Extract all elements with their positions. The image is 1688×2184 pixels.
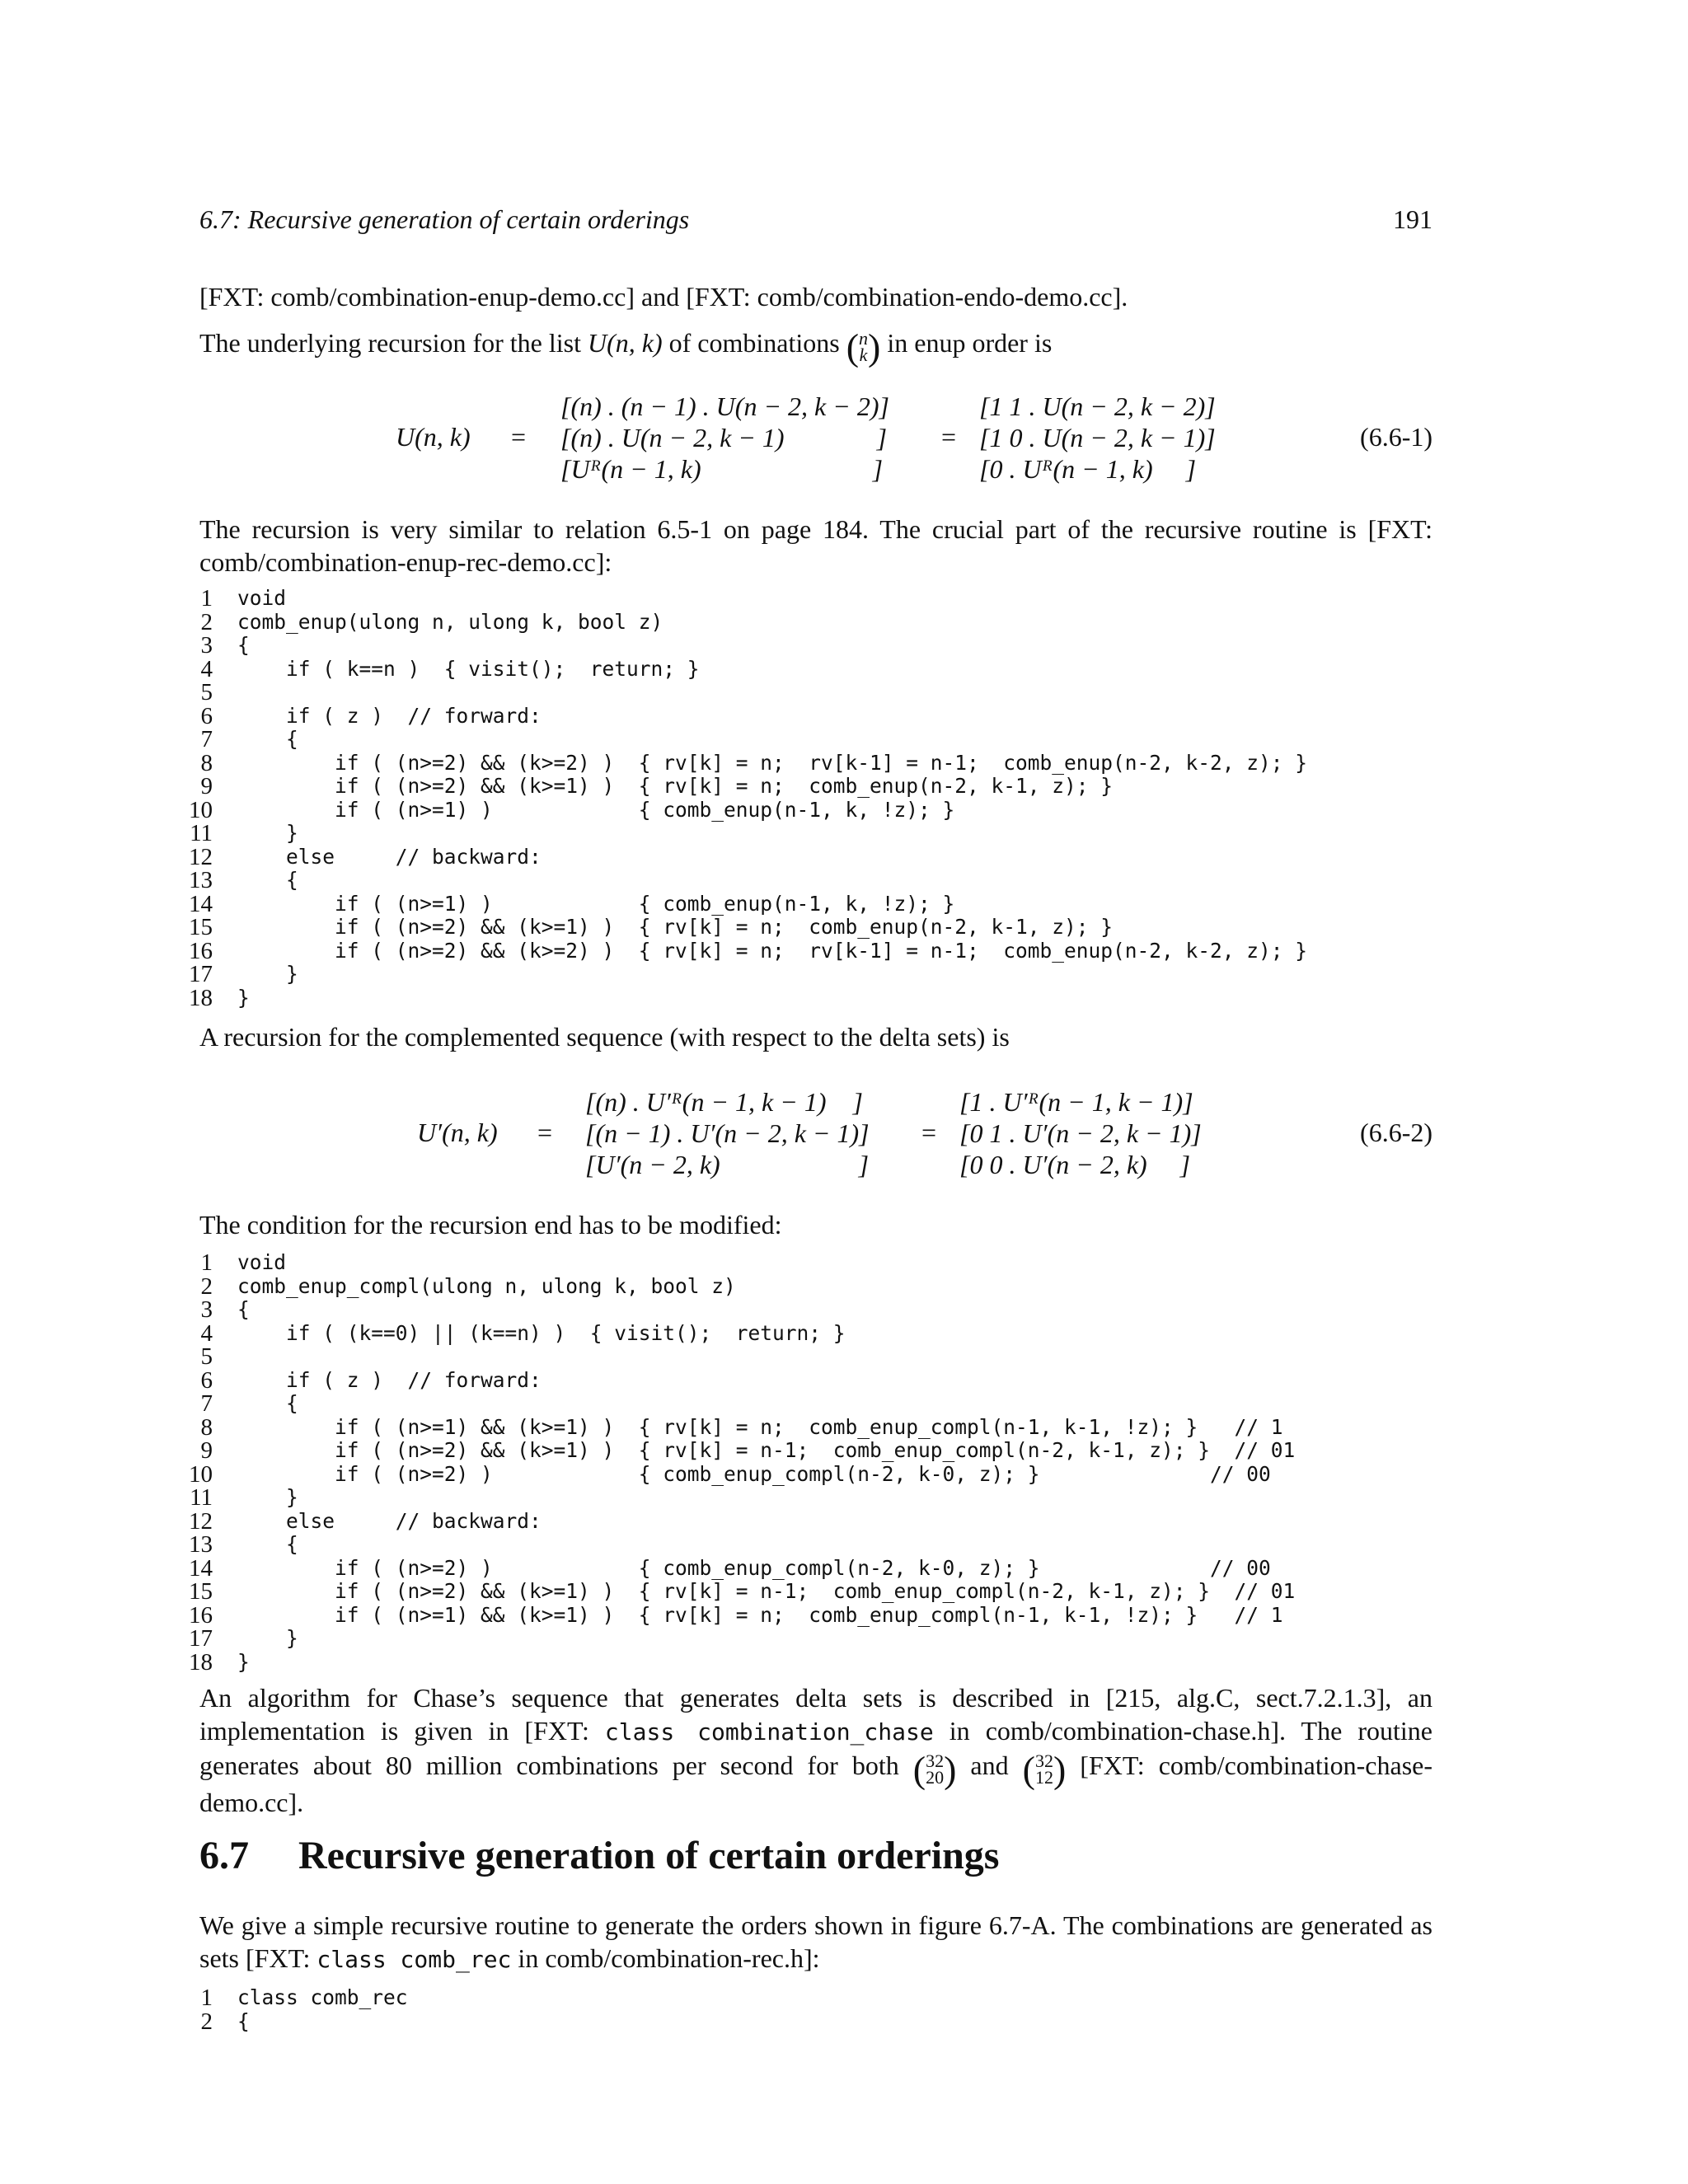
- paragraph-complemented: [199, 1020, 1432, 1053]
- eq2-number: (6.6-2): [1360, 1118, 1432, 1147]
- code-text: {: [237, 633, 250, 657]
- code-text: {: [237, 1532, 298, 1556]
- code-text: if ( k==n ) { visit(); return; }: [237, 656, 700, 681]
- code-text: {: [237, 2008, 250, 2033]
- line-number: 15: [189, 914, 213, 940]
- eq2-right-row: [0 0 . U′(n − 2, k) ]: [959, 1150, 1191, 1179]
- code-line: [183, 634, 1502, 658]
- binom-bottom: 12: [1034, 1767, 1053, 1788]
- code-line: [183, 1486, 1502, 1510]
- binom-top: 32: [1034, 1750, 1053, 1772]
- paragraph-refs-text: [FXT: comb/combination-enup-demo.cc] and [FXT: comb/combination-endo-demo.cc].: [199, 282, 1128, 312]
- text-run: An algorithm for Chase’s sequence that generates delta sets is described in [215, alg.C, sect.7.2.1.3], an implementation is given in [FXT:: [199, 1683, 1432, 1746]
- code-line: [183, 608, 1502, 635]
- eq2-right-row: [1 . U′ᴿ(n − 1, k − 1)]: [959, 1087, 1193, 1117]
- line-number: 14: [189, 890, 213, 917]
- code-text: {: [237, 1297, 250, 1321]
- line-number: 13: [189, 1531, 213, 1558]
- code-line: [183, 1439, 1502, 1463]
- line-number: 9: [200, 773, 213, 799]
- line-number: 9: [200, 1437, 213, 1464]
- eq1-left-matrix: [560, 391, 889, 485]
- code-line: [183, 963, 1502, 987]
- code-line: [183, 822, 1502, 846]
- code-line: [183, 984, 1502, 1011]
- code-text: class comb_rec: [237, 1985, 408, 2009]
- code-text: }: [237, 1626, 298, 1650]
- eq2-left-row: [U′(n − 2, k) ]: [585, 1150, 870, 1179]
- eq1-number: (6.6-1): [1360, 422, 1432, 452]
- equation-6-6-1: [199, 389, 1432, 488]
- binom-top: 32: [926, 1750, 945, 1772]
- code-line: [183, 1366, 1502, 1394]
- line-number: 17: [189, 961, 213, 987]
- code-line: [183, 890, 1502, 917]
- code-text: if ( (n>=1) ) { comb_enup(n-1, k, !z); }: [237, 797, 955, 822]
- text-run: and: [956, 1750, 1023, 1780]
- eq2-lhs: U′(n, k): [417, 1118, 498, 1147]
- line-number: 4: [200, 655, 213, 682]
- line-number: 11: [190, 1484, 213, 1511]
- line-number: 10: [189, 1460, 213, 1488]
- eq1-left-row: [Uᴿ(n − 1, k) ]: [560, 454, 884, 484]
- binomial-32-12: (32 12): [1022, 1748, 1067, 1791]
- code-line: [183, 1648, 1502, 1675]
- binomial-32-20: (32 20): [912, 1748, 957, 1791]
- line-number: 1: [200, 1985, 213, 2011]
- line-number: 8: [200, 749, 213, 776]
- code-text: if ( (n>=2) ) { comb_enup_compl(n-2, k-0, z); } // 00: [237, 1555, 1271, 1580]
- code-listing-comb-enup-compl: [183, 1251, 1502, 1674]
- code-line: [183, 1392, 1502, 1416]
- line-number: 6: [200, 702, 213, 729]
- eq1-right-row: [0 . Uᴿ(n − 1, k) ]: [979, 454, 1197, 484]
- code-text: if ( (n>=2) && (k>=2) ) { rv[k] = n; rv[k-1] = n-1; comb_enup(n-2, k-2, z); }: [237, 938, 1308, 963]
- code-text: if ( (n>=2) && (k>=1) ) { rv[k] = n; comb_enup(n-2, k-1, z); }: [237, 774, 1114, 798]
- code-line: [183, 843, 1502, 870]
- line-number: 14: [189, 1554, 213, 1582]
- code-text: if ( (n>=2) && (k>=2) ) { rv[k] = n; rv[k-1] = n-1; comb_enup(n-2, k-2, z); }: [237, 750, 1308, 775]
- code-text: else // backward:: [237, 1508, 542, 1533]
- eq2-equals: =: [537, 1118, 553, 1147]
- text-run: The underlying recursion for the list: [199, 328, 588, 358]
- code-text: {: [237, 1391, 298, 1415]
- code-line: [183, 1507, 1502, 1535]
- code-line: [183, 587, 1502, 611]
- eq2-equals-2: =: [921, 1118, 937, 1147]
- line-number: 5: [200, 1343, 213, 1370]
- eq1-equals-2: =: [941, 422, 957, 452]
- code-line: [183, 1298, 1502, 1322]
- code-text: }: [237, 821, 298, 845]
- eq2-right-row: [0 1 . U′(n − 2, k − 1)]: [959, 1118, 1202, 1148]
- code-line: [183, 1272, 1502, 1300]
- eq2-left-matrix: [585, 1086, 870, 1180]
- line-number: 18: [189, 984, 213, 1011]
- code-listing-comb-enup: [183, 587, 1502, 1010]
- line-number: 17: [189, 1625, 213, 1652]
- line-number: 13: [189, 867, 213, 893]
- code-line: [183, 916, 1502, 940]
- eq2-right-matrix: [959, 1086, 1202, 1180]
- line-number: 18: [189, 1648, 213, 1675]
- line-number: 10: [189, 796, 213, 823]
- eq2-left-row: [(n) . U′ᴿ(n − 1, k − 1) ]: [585, 1087, 863, 1117]
- binom-top: n: [859, 328, 869, 349]
- code-text: }: [237, 1649, 250, 1674]
- code-text: }: [237, 962, 298, 986]
- code-text: if ( z ) // forward:: [237, 1367, 542, 1392]
- code-text: if ( (n>=2) && (k>=1) ) { rv[k] = n-1; comb_enup_compl(n-2, k-1, z); } // 01: [237, 1438, 1296, 1462]
- code-listing-comb-rec: [183, 1986, 1502, 2033]
- code-line: [183, 655, 1502, 682]
- section-heading: [199, 1833, 999, 1878]
- paragraph-complemented-text: A recursion for the complemented sequence (with respect to the delta sets) is: [199, 1022, 1010, 1052]
- code-line: [183, 1601, 1502, 1629]
- line-number: 3: [200, 1296, 213, 1323]
- code-line: [183, 1251, 1502, 1275]
- section-number: 6.7: [199, 1834, 249, 1877]
- line-number: 11: [190, 820, 213, 846]
- page-number: 191: [1393, 204, 1432, 234]
- code-text: if ( (k==0) || (k==n) ) { visit(); return; }: [237, 1320, 846, 1345]
- line-number: 7: [200, 726, 213, 752]
- code-text: if ( (n>=2) && (k>=1) ) { rv[k] = n; comb_enup(n-2, k-1, z); }: [237, 915, 1114, 939]
- code-text: comb_enup(ulong n, ulong k, bool z): [237, 609, 663, 634]
- code-text: comb_enup_compl(ulong n, ulong k, bool z): [237, 1273, 736, 1298]
- paragraph-chase: [199, 1681, 1432, 1819]
- paragraph-recursion-intro: [199, 326, 1432, 368]
- text-run: [FXT: comb/combination-chase-demo.cc].: [199, 1750, 1433, 1818]
- eq1-left-row: [(n) . U(n − 2, k − 1) ]: [560, 423, 888, 452]
- code-line: [183, 1319, 1502, 1347]
- line-number: 16: [189, 1601, 213, 1629]
- code-text: if ( (n>=1) && (k>=1) ) { rv[k] = n; comb_enup_compl(n-1, k-1, !z); } // 1: [237, 1414, 1283, 1439]
- code-line: [183, 749, 1502, 776]
- code-line: [183, 775, 1502, 799]
- code-line: [183, 728, 1502, 752]
- running-title: 6.7: Recursive generation of certain orderings: [199, 204, 690, 234]
- code-text: if ( (n>=1) ) { comb_enup(n-1, k, !z); }: [237, 891, 955, 916]
- eq1-lhs: U(n, k): [396, 422, 471, 452]
- equation-6-6-2: [199, 1085, 1432, 1183]
- code-text: }: [237, 985, 250, 1010]
- code-text: void: [237, 586, 287, 610]
- code-line: [183, 869, 1502, 893]
- code-text: {: [237, 727, 298, 751]
- code-text: }: [237, 1485, 298, 1509]
- binom-bottom: 20: [926, 1767, 945, 1788]
- code-inline-combination-chase: class combination_chase: [604, 1718, 934, 1746]
- eq1-right-row: [1 1 . U(n − 2, k − 2)]: [979, 391, 1216, 421]
- eq1-equals: =: [511, 422, 527, 452]
- line-number: 2: [200, 2008, 213, 2035]
- line-number: 5: [200, 679, 213, 705]
- paragraph-condition-text: The condition for the recursion end has to be modified:: [199, 1210, 782, 1240]
- code-text: {: [237, 868, 298, 892]
- paragraph-refs: [199, 280, 1432, 313]
- code-line: [183, 1460, 1502, 1488]
- line-number: 2: [200, 1272, 213, 1300]
- line-number: 7: [200, 1390, 213, 1417]
- code-line: [183, 2010, 1502, 2034]
- code-line: [183, 681, 1502, 705]
- eq1-right-row: [1 0 . U(n − 2, k − 1)]: [979, 423, 1216, 452]
- code-line: [183, 796, 1502, 823]
- text-run: in comb/combination-rec.h]:: [511, 1943, 820, 1973]
- binomial-n-k: (n k): [846, 326, 881, 368]
- code-line: [183, 1345, 1502, 1369]
- eq1-right-matrix: [979, 391, 1216, 485]
- line-number: 6: [200, 1366, 213, 1394]
- line-number: 1: [200, 585, 213, 612]
- line-number: 4: [200, 1319, 213, 1347]
- text-run: in comb/combination-chase.h]. The routine generates about 80 million combinations per second for both: [199, 1716, 1432, 1780]
- code-line: [183, 1627, 1502, 1651]
- paragraph-similar-text: The recursion is very similar to relation 6.5-1 on page 184. The crucial part of the recursive routine is [FXT: comb/combination-enup-rec-demo.cc]:: [199, 514, 1432, 577]
- line-number: 1: [200, 1249, 213, 1276]
- code-line: [183, 1533, 1502, 1557]
- code-inline-comb-rec: class comb_rec: [316, 1946, 512, 1973]
- binom-bottom: k: [859, 344, 868, 366]
- code-line: [183, 1986, 1502, 2010]
- paragraph-similar: [199, 513, 1432, 579]
- text-run: of combinations: [662, 328, 846, 358]
- code-line: [183, 1580, 1502, 1604]
- code-text: if ( z ) // forward:: [237, 703, 542, 728]
- math-u-nk: U(n, k): [587, 328, 663, 358]
- code-text: if ( (n>=2) && (k>=1) ) { rv[k] = n-1; comb_enup_compl(n-2, k-1, z); } // 01: [237, 1579, 1296, 1603]
- line-number: 12: [189, 1507, 213, 1535]
- eq2-left-row: [(n − 1) . U′(n − 2, k − 1)]: [585, 1118, 870, 1148]
- line-number: 16: [189, 937, 213, 964]
- line-number: 3: [200, 632, 213, 658]
- section-title: [199, 1833, 999, 1878]
- code-line: [183, 702, 1502, 729]
- code-line: [183, 937, 1502, 964]
- eq1-left-row: [(n) . (n − 1) . U(n − 2, k − 2)]: [560, 391, 889, 421]
- code-line: [183, 1413, 1502, 1441]
- section-title-text: Recursive generation of certain orderings: [298, 1834, 1000, 1877]
- code-text: else // backward:: [237, 844, 542, 869]
- text-run: in enup order is: [880, 328, 1053, 358]
- line-number: 15: [189, 1578, 213, 1605]
- code-line: [183, 1554, 1502, 1582]
- paragraph-simple-routine: [199, 1909, 1432, 1976]
- paragraph-condition: [199, 1208, 1432, 1241]
- code-text: if ( (n>=2) ) { comb_enup_compl(n-2, k-0, z); } // 00: [237, 1461, 1271, 1486]
- line-number: 2: [200, 608, 213, 635]
- text-run: We give a simple recursive routine to generate the orders shown in figure 6.7-A. The combinations are generated as sets [FXT:: [199, 1910, 1432, 1973]
- line-number: 8: [200, 1413, 213, 1441]
- code-text: void: [237, 1250, 287, 1274]
- code-text: if ( (n>=1) && (k>=1) ) { rv[k] = n; comb_enup_compl(n-1, k-1, !z); } // 1: [237, 1602, 1283, 1627]
- line-number: 12: [189, 843, 213, 870]
